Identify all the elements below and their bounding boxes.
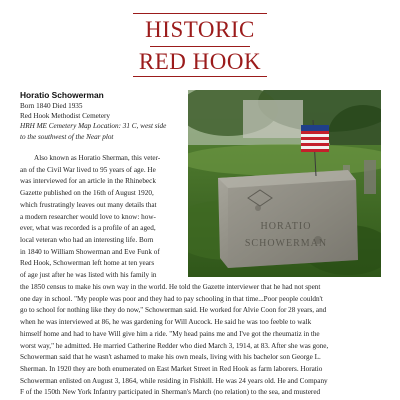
person-map-location-line1: HRH ME Cemetery Map Location: 31 C, west side — [20, 122, 167, 131]
article-line: an of the Civil War lived to 95 years of age. He — [20, 165, 156, 174]
person-cemetery: Red Hook Methodist Cemetery — [20, 112, 111, 121]
masthead-rule-top — [133, 13, 267, 14]
article-line: local veteran who had an interesting life. Born — [20, 235, 154, 244]
article-line: a modern researcher would love to know: how- — [20, 212, 156, 221]
article-line: in 1840 to William Showerman and Eve Funk of — [20, 247, 160, 256]
headstone-inscription-line1: HORATIO — [260, 221, 312, 232]
masthead-title-line1: HISTORIC — [145, 17, 255, 42]
headstone-photo-art — [188, 90, 381, 277]
article-line: when he was interviewed at 86, he was gardening for Will Aucock. He said he was too feeble to walk — [20, 318, 312, 327]
article-line: Schowerman enlisted on August 3, 1864, while residing in Fishkill. He was 24 years old. He and Company — [20, 376, 328, 385]
article-line: which frustratingly leaves out many details that — [20, 200, 157, 209]
person-name: Horatio Schowerman — [20, 90, 104, 100]
headstone-photo — [188, 90, 381, 277]
person-header — [20, 90, 185, 142]
article-line: Sherman. In 1920 they are both enumerated on East Market Street in Red Hook as farm laborers. Horatio — [20, 364, 323, 373]
article-line: go to school for nothing like they do now," Schowerman said. He worked for Alvie Coon for 28 years, and — [20, 306, 327, 315]
article-line: F of the 150th New York Infantry participated in Sherman's March (no relation) to the sea, and mustered — [20, 388, 321, 397]
article-line: was interviewed for an article in the Rhinebeck — [20, 177, 156, 186]
article-line: Gazette published on the 16th of August 1920, — [20, 189, 154, 198]
article-line: worst way," he admitted. He married Catherine Redder who died March 3, 1914, at 83. After she was gone, — [20, 341, 329, 350]
article-line: the 1850 census to make his own way in the world. He told the Gazette interviewer that he had not spent — [20, 283, 321, 291]
article-line: ever, what was recorded is a profile of an aged, — [20, 224, 156, 233]
person-dates: Born 1840 Died 1935 — [20, 102, 83, 110]
person-map-location-line2: to the southwest of the Near plot — [20, 132, 114, 141]
article-line: Schowerman said that he wasn't ashamed to make his own meals, living with his bachelor son George L. — [20, 353, 321, 362]
article-line: of age just after he was listed with his family in — [20, 271, 157, 280]
masthead-title-line2: RED HOOK — [138, 49, 262, 74]
article-line: Also known as Horatio Sherman, this veter- — [34, 154, 161, 162]
article-line: himself home and had to have Will give him a ride. "My head pains me and I've got the rheumatiz in the — [20, 329, 320, 338]
article-line: Red Hook, Schowerman left home at ten years — [20, 259, 155, 268]
masthead — [0, 0, 400, 80]
article-column-text — [20, 153, 186, 282]
masthead-rule-bottom — [133, 76, 267, 77]
headstone-inscription-line2: SCHOWERMAN — [244, 238, 328, 249]
article-full-width-text — [20, 282, 381, 399]
masthead-rule-middle — [150, 46, 250, 47]
article-line: one day in school. "My people was poor and they had to pay schooling in that time...Poor people couldn't — [20, 294, 323, 303]
